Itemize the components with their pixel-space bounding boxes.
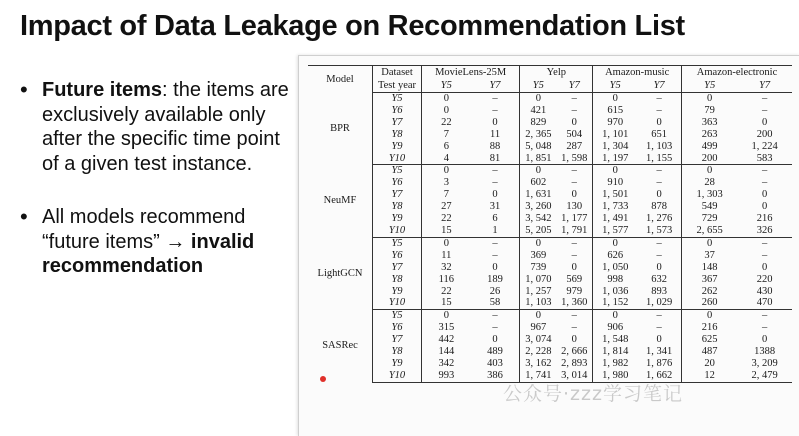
model-name: LightGCN bbox=[308, 237, 373, 309]
bullet-term: invalid recommendation bbox=[42, 230, 255, 277]
value-cell: 1, 662 bbox=[637, 370, 681, 382]
value-cell: 15 bbox=[422, 225, 471, 237]
model-name: SASRec bbox=[308, 310, 373, 382]
value-cell: 1, 303 bbox=[696, 189, 723, 201]
value-cell: 442 bbox=[438, 334, 455, 346]
table-row bbox=[308, 213, 792, 225]
table-row bbox=[308, 225, 792, 237]
header-sub-y7: Y7 bbox=[556, 79, 592, 93]
value-cell: 583 bbox=[737, 153, 792, 165]
value-cell: 615 bbox=[607, 104, 624, 116]
value-cell: 3, 074 bbox=[525, 334, 552, 346]
value-cell: 0 bbox=[612, 93, 618, 104]
value-cell: 0 bbox=[535, 310, 541, 322]
value-cell: 1, 876 bbox=[637, 358, 681, 370]
test-year-cell: Y6 bbox=[373, 250, 422, 262]
value-cell: – bbox=[556, 322, 592, 334]
value-cell: 1, 341 bbox=[637, 346, 681, 358]
value-cell: – bbox=[556, 93, 592, 105]
leakage-table bbox=[308, 65, 792, 383]
value-cell: 5, 048 bbox=[525, 140, 552, 152]
value-cell: 1, 029 bbox=[637, 297, 681, 309]
value-cell: 0 bbox=[471, 262, 520, 274]
value-cell: 0 bbox=[637, 262, 681, 274]
value-cell: – bbox=[471, 93, 520, 105]
value-cell: 1, 103 bbox=[520, 297, 556, 309]
value-cell: 1, 152 bbox=[593, 297, 637, 309]
value-cell: 470 bbox=[737, 297, 792, 309]
value-cell: 216 bbox=[756, 213, 773, 225]
value-cell: 993 bbox=[422, 370, 471, 382]
value-cell: 0 bbox=[707, 237, 713, 249]
bullet-text: All models recommend “future items” → bbox=[42, 206, 246, 253]
value-cell: 0 bbox=[556, 334, 592, 346]
table-row bbox=[308, 141, 792, 153]
header-model: Model bbox=[308, 66, 373, 93]
table-row bbox=[308, 93, 792, 105]
value-cell: – bbox=[471, 177, 520, 189]
value-cell: 0 bbox=[637, 117, 681, 129]
test-year-cell: Y8 bbox=[373, 129, 422, 141]
value-cell: 2, 228 bbox=[525, 346, 552, 358]
value-cell: 0 bbox=[535, 165, 541, 177]
value-cell: 0 bbox=[612, 165, 618, 177]
value-cell: 6 bbox=[471, 213, 520, 225]
test-year-cell: Y9 bbox=[373, 141, 422, 153]
value-cell: 4 bbox=[422, 153, 471, 165]
value-cell: 7 bbox=[443, 189, 449, 201]
value-cell: – bbox=[762, 249, 768, 261]
value-cell: 28 bbox=[704, 177, 715, 189]
bullet-invalid-recommendation bbox=[20, 205, 298, 279]
model-name: BPR bbox=[308, 93, 373, 165]
table-row bbox=[308, 274, 792, 286]
value-cell: – bbox=[471, 322, 520, 334]
value-cell: 1, 573 bbox=[637, 225, 681, 237]
value-cell: 0 bbox=[762, 261, 768, 273]
value-cell: 1, 733 bbox=[602, 201, 629, 213]
value-cell: 262 bbox=[701, 285, 718, 297]
header-dataset-name: MovieLens-25M bbox=[422, 66, 520, 80]
value-cell: 116 bbox=[438, 273, 455, 285]
value-cell: 3, 542 bbox=[525, 213, 552, 225]
value-cell: 430 bbox=[756, 285, 773, 297]
test-year-cell: Y9 bbox=[373, 358, 422, 370]
value-cell: 1, 598 bbox=[556, 153, 592, 165]
value-cell: 315 bbox=[438, 322, 455, 334]
table-row bbox=[308, 334, 792, 346]
value-cell: 220 bbox=[756, 273, 773, 285]
value-cell: 1, 177 bbox=[556, 213, 592, 225]
value-cell: – bbox=[471, 105, 520, 117]
value-cell: 326 bbox=[737, 225, 792, 237]
value-cell: – bbox=[471, 165, 520, 177]
value-cell: 3, 260 bbox=[525, 201, 552, 213]
test-year-cell: Y6 bbox=[373, 322, 422, 334]
value-cell: 487 bbox=[701, 346, 718, 358]
table-row bbox=[308, 346, 792, 358]
value-cell: 403 bbox=[471, 358, 520, 370]
table-row bbox=[308, 177, 792, 189]
value-cell: 22 bbox=[441, 213, 452, 225]
value-cell: 2, 479 bbox=[737, 370, 792, 382]
table-body bbox=[308, 93, 792, 383]
value-cell: 1, 050 bbox=[602, 261, 629, 273]
value-cell: 2, 655 bbox=[682, 225, 738, 237]
value-cell: – bbox=[471, 250, 520, 262]
value-cell: 15 bbox=[422, 297, 471, 309]
value-cell: – bbox=[556, 250, 592, 262]
table-row bbox=[308, 117, 792, 129]
bullet-list bbox=[20, 78, 298, 279]
value-cell: 489 bbox=[471, 346, 520, 358]
value-cell: 189 bbox=[471, 274, 520, 286]
test-year-cell: Y10 bbox=[373, 297, 422, 309]
test-year-cell: Y7 bbox=[373, 189, 422, 201]
value-cell: 144 bbox=[438, 346, 455, 358]
value-cell: 0 bbox=[707, 310, 713, 322]
test-year-cell: Y5 bbox=[373, 310, 422, 322]
value-cell: 200 bbox=[682, 153, 738, 165]
value-cell: 906 bbox=[607, 322, 624, 334]
value-cell: 1, 036 bbox=[602, 285, 629, 297]
value-cell: 26 bbox=[471, 286, 520, 298]
value-cell: 625 bbox=[701, 334, 718, 346]
slide-title: Impact of Data Leakage on Recommendation List bbox=[20, 10, 685, 42]
value-cell: 421 bbox=[530, 104, 547, 116]
table-row bbox=[308, 322, 792, 334]
value-cell: 263 bbox=[701, 128, 718, 140]
value-cell: 0 bbox=[556, 189, 592, 201]
header-dataset: Dataset bbox=[373, 66, 422, 80]
table-row bbox=[308, 189, 792, 201]
value-cell: – bbox=[556, 310, 592, 322]
value-cell: 3, 162 bbox=[525, 357, 552, 369]
header-sub-y5: Y5 bbox=[422, 79, 471, 93]
value-cell: 79 bbox=[704, 104, 715, 116]
value-cell: 1, 491 bbox=[602, 213, 629, 225]
value-cell: 602 bbox=[530, 177, 547, 189]
value-cell: 0 bbox=[556, 262, 592, 274]
value-cell: 0 bbox=[612, 310, 618, 322]
value-cell: 1, 741 bbox=[520, 370, 556, 382]
test-year-cell: Y10 bbox=[373, 225, 422, 237]
value-cell: 7 bbox=[443, 128, 449, 140]
test-year-cell: Y8 bbox=[373, 274, 422, 286]
test-year-cell: Y9 bbox=[373, 213, 422, 225]
table-row bbox=[308, 262, 792, 274]
value-cell: 1, 070 bbox=[525, 273, 552, 285]
laser-pointer-dot bbox=[320, 376, 326, 382]
header-dataset-name: Yelp bbox=[520, 66, 593, 80]
value-cell: 0 bbox=[707, 165, 713, 177]
value-cell: 1, 548 bbox=[602, 334, 629, 346]
value-cell: – bbox=[556, 105, 592, 117]
value-cell: 148 bbox=[701, 261, 718, 273]
value-cell: – bbox=[637, 177, 681, 189]
table-row bbox=[308, 153, 792, 165]
value-cell: 1, 304 bbox=[602, 140, 629, 152]
test-year-cell: Y9 bbox=[373, 286, 422, 298]
bullet-text: : the items are exclusively available only after the specific time point of a given test instance. bbox=[42, 79, 289, 175]
value-cell: 729 bbox=[701, 213, 718, 225]
value-cell: 0 bbox=[443, 237, 449, 249]
value-cell: 1, 851 bbox=[520, 153, 556, 165]
test-year-cell: Y6 bbox=[373, 105, 422, 117]
value-cell: 22 bbox=[441, 116, 452, 128]
test-year-cell: Y10 bbox=[373, 370, 422, 382]
value-cell: 386 bbox=[471, 370, 520, 382]
value-cell: 1, 791 bbox=[556, 225, 592, 237]
value-cell: 216 bbox=[701, 322, 718, 334]
value-cell: – bbox=[556, 177, 592, 189]
value-cell: 32 bbox=[441, 261, 452, 273]
value-cell: 12 bbox=[682, 370, 738, 382]
value-cell: 651 bbox=[637, 129, 681, 141]
value-cell: 0 bbox=[535, 93, 541, 104]
value-cell: 342 bbox=[438, 357, 455, 369]
header-sub-y5: Y5 bbox=[682, 79, 738, 93]
value-cell: 363 bbox=[701, 116, 718, 128]
value-cell: 2, 666 bbox=[556, 346, 592, 358]
value-cell: 504 bbox=[556, 129, 592, 141]
value-cell: – bbox=[637, 105, 681, 117]
value-cell: – bbox=[762, 93, 768, 104]
test-year-cell: Y7 bbox=[373, 334, 422, 346]
table-row bbox=[308, 201, 792, 213]
value-cell: 979 bbox=[556, 286, 592, 298]
table-row bbox=[308, 105, 792, 117]
value-cell: 569 bbox=[556, 274, 592, 286]
value-cell: 1, 980 bbox=[593, 370, 637, 382]
value-cell: 11 bbox=[441, 249, 452, 261]
value-cell: – bbox=[762, 165, 768, 177]
value-cell: 1, 103 bbox=[637, 141, 681, 153]
value-cell: 0 bbox=[762, 116, 768, 128]
value-cell: 200 bbox=[756, 128, 773, 140]
header-sub-y7: Y7 bbox=[471, 79, 520, 93]
value-cell: 1, 982 bbox=[602, 357, 629, 369]
value-cell: – bbox=[556, 165, 592, 177]
table-row bbox=[308, 250, 792, 262]
header-sub-y7: Y7 bbox=[637, 79, 681, 93]
table-row bbox=[308, 129, 792, 141]
value-cell: 0 bbox=[762, 334, 768, 346]
value-cell: 1, 224 bbox=[751, 140, 778, 152]
value-cell: – bbox=[762, 322, 768, 334]
value-cell: 0 bbox=[637, 189, 681, 201]
test-year-cell: Y6 bbox=[373, 177, 422, 189]
value-cell: 0 bbox=[612, 237, 618, 249]
value-cell: 27 bbox=[441, 201, 452, 213]
header-sub-y5: Y5 bbox=[520, 79, 556, 93]
value-cell: 0 bbox=[762, 189, 768, 201]
table-row bbox=[308, 165, 792, 177]
test-year-cell: Y8 bbox=[373, 201, 422, 213]
value-cell: 20 bbox=[704, 357, 715, 369]
test-year-cell: Y8 bbox=[373, 346, 422, 358]
value-cell: 1, 360 bbox=[556, 297, 592, 309]
value-cell: 6 bbox=[443, 140, 449, 152]
bullet-term: Future items bbox=[42, 79, 163, 101]
value-cell: 626 bbox=[607, 249, 624, 261]
value-cell: – bbox=[637, 93, 681, 105]
value-cell: 31 bbox=[471, 201, 520, 213]
test-year-cell: Y10 bbox=[373, 153, 422, 165]
test-year-cell: Y5 bbox=[373, 237, 422, 249]
value-cell: – bbox=[471, 310, 520, 322]
table-row bbox=[308, 297, 792, 309]
header-test-year: Test year bbox=[373, 79, 422, 93]
value-cell: – bbox=[471, 237, 520, 249]
value-cell: – bbox=[762, 310, 768, 322]
watermark: 公众号·zzz学习笔记 bbox=[503, 383, 683, 405]
value-cell: 2, 893 bbox=[556, 358, 592, 370]
value-cell: 970 bbox=[607, 116, 624, 128]
value-cell: 0 bbox=[707, 93, 713, 104]
value-cell: 0 bbox=[443, 104, 449, 116]
value-cell: 549 bbox=[701, 201, 718, 213]
value-cell: 367 bbox=[701, 273, 718, 285]
value-cell: 1, 276 bbox=[637, 213, 681, 225]
value-cell: 910 bbox=[607, 177, 624, 189]
table-row bbox=[308, 358, 792, 370]
value-cell: 1, 155 bbox=[637, 153, 681, 165]
value-cell: 1, 501 bbox=[602, 189, 629, 201]
value-cell: 1388 bbox=[754, 346, 776, 358]
model-name: NeuMF bbox=[308, 165, 373, 237]
header-sub-y7: Y7 bbox=[737, 79, 792, 93]
header-dataset-name: Amazon-electronic bbox=[682, 66, 792, 80]
value-cell: 2, 365 bbox=[525, 128, 552, 140]
value-cell: 3 bbox=[443, 177, 449, 189]
value-cell: 1, 101 bbox=[602, 128, 629, 140]
value-cell: 829 bbox=[530, 116, 547, 128]
test-year-cell: Y7 bbox=[373, 262, 422, 274]
table-row bbox=[308, 237, 792, 249]
value-cell: – bbox=[637, 165, 681, 177]
value-cell: – bbox=[637, 322, 681, 334]
header-dataset-name: Amazon-music bbox=[593, 66, 682, 80]
value-cell: 5, 205 bbox=[520, 225, 556, 237]
value-cell: 1, 197 bbox=[593, 153, 637, 165]
value-cell: 0 bbox=[471, 334, 520, 346]
table-row bbox=[308, 286, 792, 298]
value-cell: 739 bbox=[530, 261, 547, 273]
value-cell: – bbox=[637, 250, 681, 262]
value-cell: 3, 014 bbox=[556, 370, 592, 382]
value-cell: 260 bbox=[682, 297, 738, 309]
value-cell: 3, 209 bbox=[751, 357, 778, 369]
value-cell: – bbox=[762, 177, 768, 189]
value-cell: – bbox=[556, 237, 592, 249]
value-cell: 1, 577 bbox=[593, 225, 637, 237]
value-cell: 369 bbox=[530, 249, 547, 261]
value-cell: 0 bbox=[535, 237, 541, 249]
value-cell: 22 bbox=[441, 285, 452, 297]
value-cell: 1, 631 bbox=[525, 189, 552, 201]
value-cell: 58 bbox=[471, 297, 520, 309]
table-row bbox=[308, 310, 792, 322]
test-year-cell: Y5 bbox=[373, 165, 422, 177]
test-year-cell: Y7 bbox=[373, 117, 422, 129]
value-cell: 0 bbox=[471, 189, 520, 201]
value-cell: 0 bbox=[443, 165, 449, 177]
value-cell: 11 bbox=[471, 129, 520, 141]
value-cell: 0 bbox=[637, 334, 681, 346]
value-cell: 0 bbox=[762, 201, 768, 213]
value-cell: – bbox=[762, 104, 768, 116]
value-cell: – bbox=[637, 310, 681, 322]
bullet-future-items bbox=[20, 78, 298, 176]
value-cell: 0 bbox=[471, 117, 520, 129]
value-cell: 998 bbox=[607, 273, 624, 285]
value-cell: 130 bbox=[556, 201, 592, 213]
value-cell: 1, 814 bbox=[602, 346, 629, 358]
value-cell: 878 bbox=[637, 201, 681, 213]
value-cell: 81 bbox=[471, 153, 520, 165]
value-cell: – bbox=[762, 237, 768, 249]
test-year-cell: Y5 bbox=[373, 93, 422, 105]
value-cell: 287 bbox=[556, 141, 592, 153]
value-cell: 0 bbox=[556, 117, 592, 129]
value-cell: 967 bbox=[530, 322, 547, 334]
value-cell: – bbox=[637, 237, 681, 249]
value-cell: 1 bbox=[471, 225, 520, 237]
value-cell: 88 bbox=[471, 141, 520, 153]
header-sub-y5: Y5 bbox=[593, 79, 637, 93]
value-cell: 1, 257 bbox=[525, 285, 552, 297]
value-cell: 632 bbox=[637, 274, 681, 286]
value-cell: 37 bbox=[704, 249, 715, 261]
value-cell: 0 bbox=[443, 310, 449, 322]
value-cell: 893 bbox=[637, 286, 681, 298]
value-cell: 0 bbox=[443, 93, 449, 104]
value-cell: 499 bbox=[701, 140, 718, 152]
